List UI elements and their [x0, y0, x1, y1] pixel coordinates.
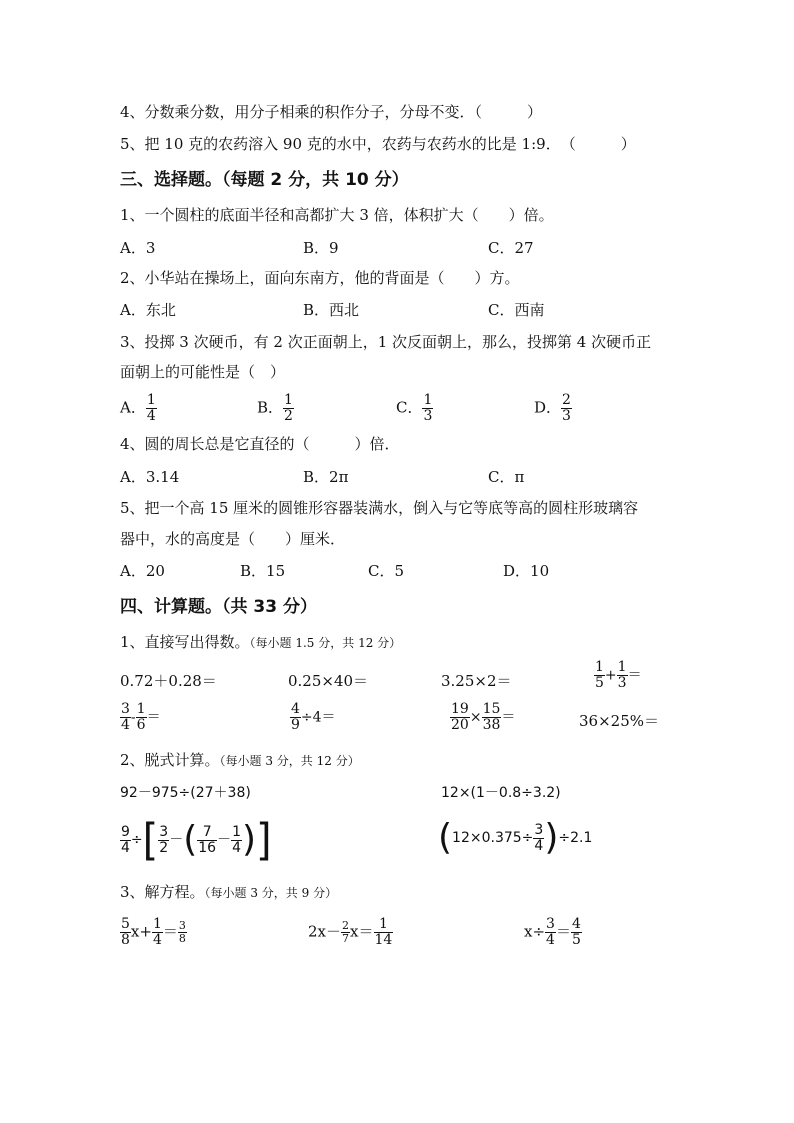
calc2-item-2: 12×(1－0.8÷3.2): [441, 785, 561, 801]
option-label: D．: [534, 398, 562, 417]
judge-q4: 4、分数乘分数，用分子相乘的积作分子，分母不变．（ ）: [120, 103, 543, 121]
calc-item-6: $\frac{4}{9}$ ÷4＝: [291, 701, 336, 733]
calc-q3-title: [120, 882, 337, 903]
choice-q1-option-a: A．3: [120, 239, 156, 257]
choice-q5-option-b: B．15: [240, 562, 286, 580]
fraction: $\frac{1}{4}$: [146, 392, 156, 424]
fraction: $\frac{1}{2}$: [284, 392, 293, 424]
choice-q5-line2: 器中，水的高度是（ ）厘米．: [120, 530, 346, 548]
fraction: $\frac{1}{3}$: [423, 392, 433, 424]
choice-q3-option-a: [120, 393, 157, 424]
judge-q5: 5、把 10 克的农药溶入 90 克的水中，农药与农药水的比是 1:9． （ ）: [120, 135, 636, 153]
option-label: B．: [257, 398, 284, 417]
calc-item-5: $\frac{3}{4}$ - $\frac{1}{6}$ ＝: [121, 701, 161, 733]
calc2-item-4: (12×0.375÷ $\frac{3}{4}$ )÷2.1: [438, 817, 593, 858]
choice-q2-option-b: B．西北: [303, 301, 360, 319]
question-text: 3、解方程。: [120, 883, 205, 901]
calc-item-3: 3.25×2＝: [441, 672, 512, 690]
choice-q4-option-c: C．π: [488, 468, 525, 486]
choice-q5-option-d: D．10: [503, 562, 550, 580]
calc-q1-title: [120, 632, 401, 653]
choice-q5-option-a: A．20: [120, 562, 165, 580]
calc-item-4: $\frac{1}{5}$ + $\frac{1}{3}$ ＝: [595, 659, 642, 691]
choice-q3-option-c: [396, 393, 433, 424]
choice-q4-option-a: A．3.14: [120, 468, 180, 486]
calc-item-1: 0.72＋0.28＝: [120, 672, 217, 690]
choice-q5-line1: 5、把一个高 15 厘米的圆锥形容器装满水，倒入与它等底等高的圆柱形玻璃容: [120, 499, 639, 517]
choice-q4-option-b: B．2π: [303, 468, 349, 486]
score-note: （每小题 3 分，共 12 分）: [219, 754, 360, 768]
calc-q2-title: [120, 750, 360, 771]
choice-q2-option-c: C．西南: [488, 301, 545, 319]
question-text: 2、脱式计算。: [120, 751, 220, 769]
choice-q1-option-c: C．27: [488, 239, 534, 257]
choice-q1-option-b: B．9: [303, 239, 339, 257]
choice-q4: 4、圆的周长总是它直径的（ ）倍．: [120, 435, 400, 453]
question-text: 1、直接写出得数。: [120, 633, 250, 651]
score-note: （每小题 3 分，共 9 分）: [204, 886, 338, 900]
section4-title: 四、计算题。（共 33 分）: [120, 597, 317, 617]
choice-q2: 2、小华站在操场上，面向东南方，他的背面是（ ）方。: [120, 269, 520, 287]
calc-item-7: $\frac{19}{20}$ × $\frac{15}{38}$ ＝: [451, 701, 516, 733]
score-note: （每小题 1.5 分，共 12 分）: [249, 636, 402, 650]
choice-q3-option-b: [257, 393, 294, 424]
option-label: A．: [120, 398, 146, 417]
option-label: C．: [396, 398, 423, 417]
section3-title: 三、选择题。（每题 2 分，共 10 分）: [120, 170, 409, 190]
choice-q3-option-d: [534, 393, 572, 424]
choice-q3-line1: 3、投掷 3 次硬币，有 2 次正面朝上，1 次反面朝上，那么，投掷第 4 次硬币正: [120, 333, 652, 351]
equation-1: $\frac{5}{8}$ x+ $\frac{1}{4}$ ＝ $\frac{3}{8}$: [121, 916, 186, 948]
choice-q1: 1、一个圆柱的底面半径和高都扩大 3 倍，体积扩大（ ）倍。: [120, 206, 554, 224]
choice-q3-line2: 面朝上的可能性是（ ）: [120, 363, 286, 381]
calc2-item-3: $\frac{9}{4}$ ÷[ $\frac{3}{2}$ －( $\frac{7}{16}$ － $\frac{1}{4}$ )]: [121, 814, 272, 866]
calc-item-8: 36×25%＝: [579, 712, 659, 730]
equation-3: x÷ $\frac{3}{4}$ ＝ $\frac{4}{5}$: [524, 916, 581, 948]
calc-item-2: 0.25×40＝: [288, 672, 369, 690]
calc2-item-1: 92－975÷(27＋38): [120, 785, 251, 801]
choice-q5-option-c: C．5: [368, 562, 405, 580]
fraction: $\frac{2}{3}$: [562, 392, 571, 424]
choice-q2-option-a: A．东北: [120, 301, 176, 319]
equation-2: 2x－ $\frac{2}{7}$ x＝ $\frac{1}{14}$: [308, 916, 393, 948]
